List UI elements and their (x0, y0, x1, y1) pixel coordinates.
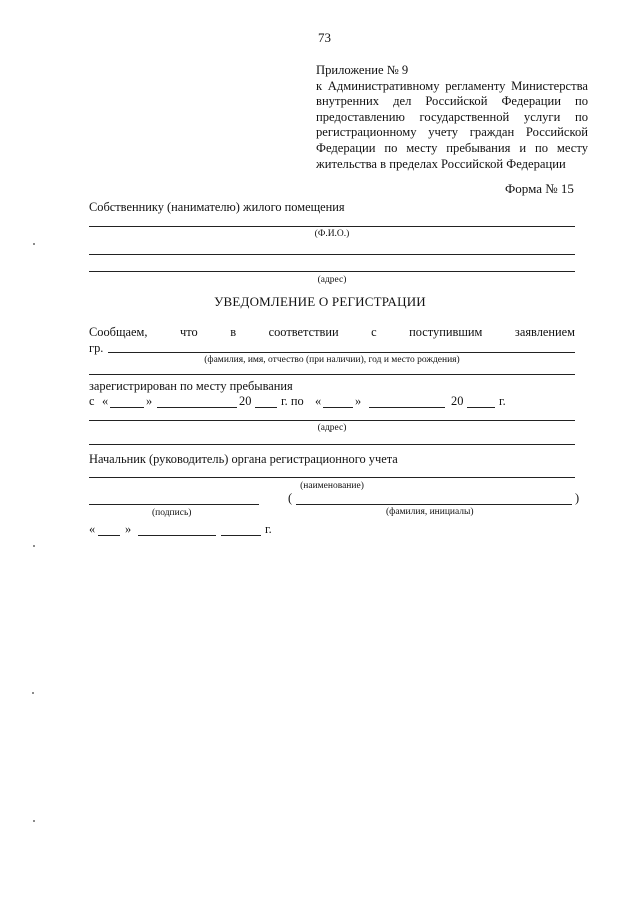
page-number: 73 (318, 30, 331, 45)
year-prefix-to: 20 (451, 394, 464, 408)
fullname-line[interactable] (108, 352, 575, 353)
scan-speck (33, 243, 35, 245)
date-from-label: с (89, 394, 95, 408)
intro-word: в (230, 325, 237, 339)
form-label: Форма № 15 (505, 181, 574, 196)
appendix-line: жительства в пределах Российской Федерации (316, 156, 566, 171)
fullname-line-2[interactable] (89, 374, 575, 375)
day-from-field[interactable] (110, 407, 144, 408)
sign-date-row (89, 522, 289, 540)
address-hint: (адрес) (317, 275, 347, 285)
registered-label: зарегистрирован по месту пребывания (89, 379, 293, 393)
date-row (89, 394, 579, 412)
appendix-line: Федерации по месту пребывания и по месту (316, 140, 588, 155)
naming-line[interactable] (89, 477, 575, 478)
intro-sentence (89, 325, 575, 340)
scan-speck (32, 692, 34, 694)
notice-title: УВЕДОМЛЕНИЕ О РЕГИСТРАЦИИ (214, 294, 426, 309)
address-line[interactable] (89, 271, 575, 272)
open-quote-to: « (315, 394, 322, 408)
signature-line[interactable] (89, 504, 259, 505)
close-quote-sign: » (125, 522, 132, 536)
fullname-hint: (фамилия, имя, отчество (при наличии), год и место рождения) (204, 355, 460, 365)
appendix-block (316, 63, 588, 172)
intro-word: с (371, 325, 377, 339)
naming-hint: (наименование) (300, 481, 364, 491)
address2-line-2[interactable] (89, 444, 575, 445)
close-quote: » (146, 394, 153, 408)
sign-year-field[interactable] (221, 535, 261, 536)
month-from-field[interactable] (157, 407, 237, 408)
sign-month-field[interactable] (138, 535, 216, 536)
intro-word: поступившим (409, 325, 483, 339)
appendix-line: предоставлению государственной услуги по (316, 109, 588, 124)
fio-hint: (Ф.И.О.) (314, 229, 350, 239)
day-to-field[interactable] (323, 407, 353, 408)
appendix-line: регистрационному учету граждан Российской (316, 125, 588, 140)
appendix-line: внутренних дел Российской Федерации по (316, 94, 588, 109)
paren-open: ( (288, 491, 293, 505)
paren-close: ) (575, 491, 580, 505)
close-quote-to: » (355, 394, 362, 408)
address2-hint: (адрес) (317, 423, 347, 433)
intro-word: Сообщаем, (89, 325, 148, 339)
intro-word: соответствии (268, 325, 339, 339)
address2-line[interactable] (89, 420, 575, 421)
year-from-field[interactable] (255, 407, 277, 408)
initials-hint: (фамилия, инициалы) (386, 507, 474, 517)
fio-line-2[interactable] (89, 254, 575, 255)
head-label: Начальник (руководитель) органа регистрационного учета (89, 452, 398, 466)
year-prefix: 20 (239, 394, 252, 408)
sign-day-field[interactable] (98, 535, 120, 536)
year-to-field[interactable] (467, 407, 495, 408)
gr-label: гр. (89, 341, 104, 355)
year-to-label: г. по (281, 394, 304, 408)
intro-word: заявлением (514, 325, 575, 339)
signature-hint: (подпись) (152, 508, 192, 518)
appendix-line: Приложение № 9 (316, 63, 409, 77)
addressee-label: Собственнику (нанимателю) жилого помещения (89, 200, 345, 214)
initials-line[interactable] (296, 504, 572, 505)
month-to-field[interactable] (369, 407, 445, 408)
scan-speck (33, 820, 35, 822)
year-end-label: г. (499, 394, 506, 408)
fio-line[interactable] (89, 226, 575, 227)
scan-speck (33, 545, 35, 547)
appendix-line: к Административному регламенту Министерства (316, 78, 588, 93)
intro-word: что (179, 325, 198, 339)
open-quote-sign: « (89, 522, 96, 536)
open-quote: « (102, 394, 109, 408)
sign-year-end: г. (265, 522, 272, 536)
